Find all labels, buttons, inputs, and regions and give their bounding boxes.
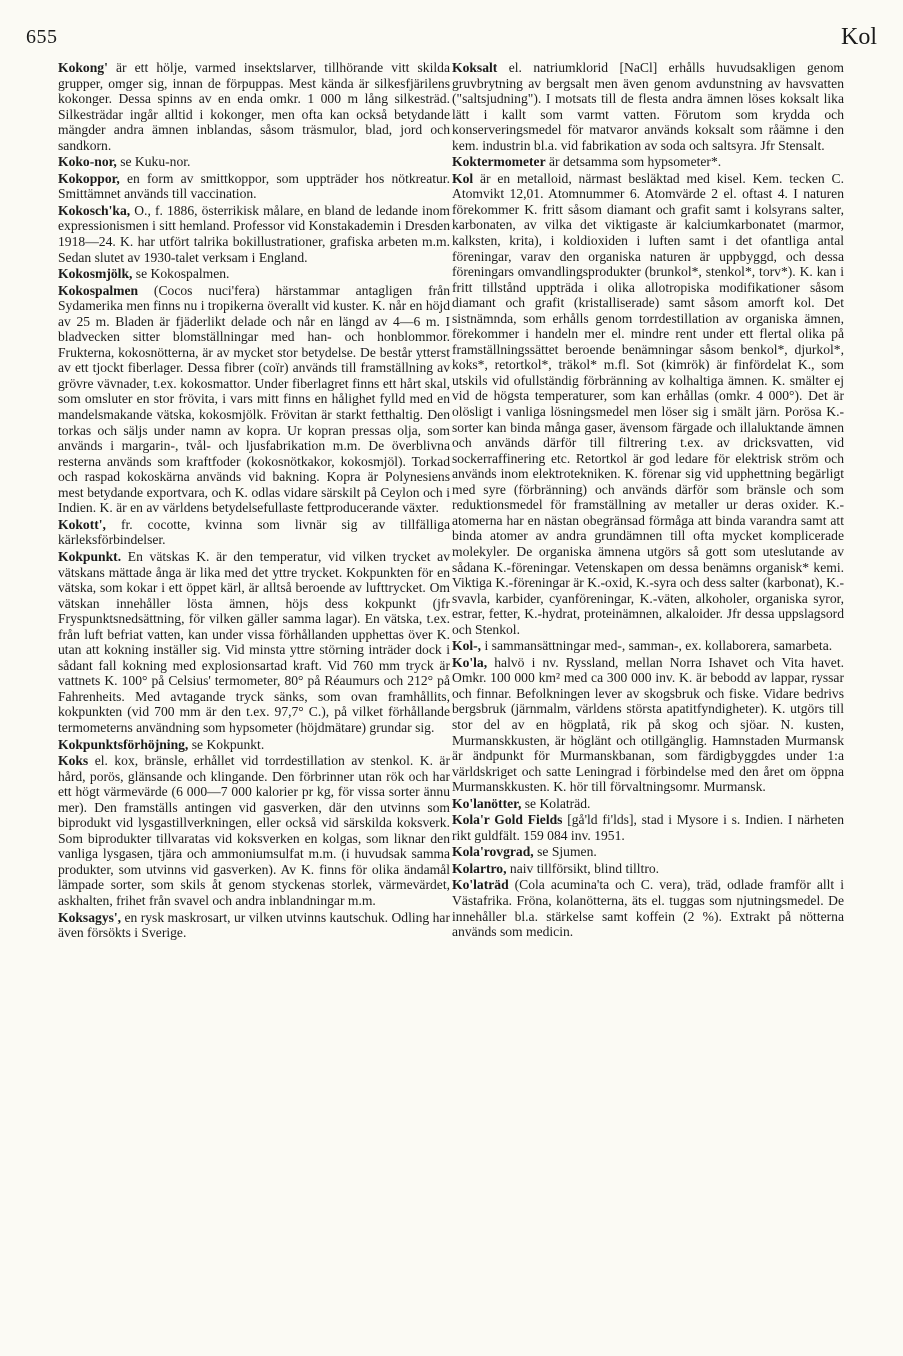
entry-kolar-gold-fields (452, 812, 844, 843)
entry-text: se Kokpunkt. (188, 736, 265, 752)
entry-text: är ett hölje, varmed insektslarver, tillhörande vitt skilda grupper, omger sig, innan de förpuppas. Mest kända är silkesfjärilens kokonger. Dessa spinns av en enda omkr. 1 000 m lång silkesträd. Silkesträdar ingår alltid i kokonger, men ofta kan också betydande mängder andra ämnen inblandas, såsom träsmulor, blad, jord och sandkorn. (58, 60, 450, 153)
headword: Ko'la, (452, 654, 488, 670)
entry-kola (452, 655, 844, 795)
headword: Kola'r Gold Fields (452, 812, 563, 828)
entry-kol-prefix (452, 638, 844, 654)
headword: Kokpunkt. (58, 548, 122, 564)
headword: Kokosch'ka, (58, 202, 131, 218)
headword: Koko-nor, (58, 154, 117, 170)
headword: Kol (452, 170, 474, 186)
entry-text: O., f. 1886, österrikisk målare, en bland de ledande inom expressionismen i sitt hemland. Professor vid Konstakademin i Dresden 1918—24. K. har utfört talrika bokillustrationer, grafiska arbeten m.m. Sedan slutet av 1930-talet verksam i England. (58, 202, 450, 265)
entry-kokott (58, 517, 450, 548)
headword: Koks (58, 753, 89, 769)
entry-text: i sammansättningar med-, samman-, ex. kollaborera, samarbeta. (481, 638, 833, 654)
right-column (452, 60, 844, 940)
entry-text: en form av smittkoppor, som uppträder hos nötkreatur. Smittämnet används till vaccination. (58, 170, 450, 202)
headword: Ko'lanötter, (452, 795, 522, 811)
entry-text: se Kuku-nor. (116, 154, 191, 170)
entry-kolanotter (452, 796, 844, 812)
left-column (58, 60, 450, 941)
entry-kokospalmen (58, 283, 450, 516)
entry-kolartro (452, 861, 844, 877)
entry-kokpunkt (58, 549, 450, 736)
entry-text: (Cola acumina'ta och C. vera), träd, odlade framför allt i Västafrika. Fröna, kolanötterna, äts el. tuggas som njutningsmedel. De innehåller bl.a. stärkelse samt koffein (2 %). Extrakt på nötterna används som medicin. (452, 877, 844, 940)
entry-koks (58, 753, 450, 908)
running-head: Kol (841, 24, 877, 50)
entry-text: är en metalloid, närmast besläktad med kisel. Kem. tecken C. Atomvikt 12,01. Atomnummer 6. Atomvärde 2 el. oftast 4. I naturen förekommer K. fritt såsom diamant och grafit samt i kolsyrans salter, karbonaten, av vilka det viktigaste är kalciumkarbonatet (marmor, kalksten, krita), i koldioxiden i luften samt i det ofantliga antal föreningar, varav den organiska naturen är uppbyggd, och dessa föreningars omvandlingsprodukter (brunkol*, stenkol*, torv*). K. kan i fritt tillstånd uppträda i olika allotropiska modifikationer såsom diamant och grafit (kristalliserade) samt såsom amorft kol. Det sistnämnda, som erhålls genom torrdestillation av organiska ämnen, förekommer i handeln mer el. mindre rent under ett flertal olika på framställningssättet beroende benämningar såsom benkol*, djurkol*, koks*, retortkol*, träkol* m.fl. Sot (kimrök) är finfördelat K., som utskils vid ofullständig förbränning av kolhaltiga ämnen. K. smälter ej vid de högsta temperaturer, som kan erhållas (omkr. 4 000°). Det är olösligt i vanliga lösningsmedel men löser sig i smält järn. Porösa K.-sorter kan binda många gaser, ävensom färgade och illaluktande ämnen och används därför till filtrering t.ex. av dricksvatten, vid sockerraffinering etc. Retortkol är god ledare för elektrisk ström och används inom elektrotekniken. K. förenar sig vid upphettning begärligt med syre (förbränning) och används därför som bränsle och som reduktionsmedel för framställning av metaller ur deras oxider. K.-atomerna har en nästan obegränsad förmåga att binda varandra samt att binda atomer av andra grundämnen till ofta mycket komplicerade molekyler. De organiska ämnena utgörs så gott som uteslutande av sådana K.-föreningar. Vetenskapen om dessa benämns organisk* kemi. Viktiga K.-föreningar är K.-oxid, K.-syra och dess salter (karbonat), K.-svavla, karbider, cyanföreningar, K.-väten, alkoholer, organiska syror, estrar, fetter, K.-hydrat, proteinämnen, alkaloider. Jfr dessa uppslagsord och Stenkol. (452, 170, 844, 637)
entry-text: el. kox, bränsle, erhållet vid torrdestillation av stenkol. K. är hård, porös, glänsande och klingande. Den förbrinner utan rök och har ett högt värmevärde (6 000—7 000 kalorier pr kg, för vissa sorter ännu mer). Den framställs antingen vid gasverken, där den utvinns som biprodukt vid lysgastillverkningen, eller också vid särskilda koksverk. Som biprodukter tillvaratas vid koksverken en kolgas, som liknar den vanliga lysgasen, tjära och ammoniumsulfat m.m. (i huvudsak samma produkter, som utvinns vid gasverken). Av K. finns för olika ändamål lämpade sorter, som skils åt genom styckenas storlek, värmevärdet, askhalten, frihet från svavel och andra inblandningar m.m. (58, 753, 450, 908)
headword: Kol-, (452, 638, 482, 654)
entry-kokoppor (58, 171, 450, 202)
headword: Koksalt (452, 60, 498, 75)
entry-kokosmjolk (58, 266, 450, 282)
entry-kol (452, 171, 844, 637)
headword: Kokosmjölk, (58, 266, 133, 282)
entry-text: se Sjumen. (533, 844, 597, 860)
entry-koksalt (452, 60, 844, 153)
headword: Kolartro, (452, 860, 507, 876)
entry-text: En vätskas K. är den temperatur, vid vilken trycket av vätskans mättade ånga är lika med det yttre trycket. Kokpunkten för en vätska, som kokar i ett öppet kärl, är alltså beroende av lufttrycket. Om vätskan innehåller lösta ämnen, höjs dess kokpunkt (jfr Fryspunktsnedsättning, för vilken gäller samma lagar). En vätska, t.ex. från luft befriat vatten, kan under vissa förhållanden upphettas över K. utan att kokning inställer sig. Vid minsta yttre störning inträder dock i sådant fall kokning med explosionsartad kraft. Vid 760 mm tryck är vattnets K. 100° på Celsius' termometer, 80° på Réaumurs och 212° på Fahrenheits. Med avtagande tryck sänks, som ovan framhållits, kokpunkten (vid 700 mm är den t.ex. 97,7° C.), på vilket förhållande termometerns användning som hypsometer (höjdmätare) grundar sig. (58, 548, 450, 735)
headword: Kokong' (58, 60, 108, 75)
entry-kokong (58, 60, 450, 153)
entry-text: är detsamma som hypsometer*. (545, 154, 722, 170)
entry-text: halvö i nv. Ryssland, mellan Norra Ishavet och Vita havet. Omkr. 100 000 km² med ca 300 000 inv. K. är bebodd av lappar, ryssar och finnar. Befolkningen lever av skogsbruk och fiske. Vidare bedrivs bergsbruk (järnmalm, världens största apatitfyndigheter). K. utgörs till stor del av en högplatå, rik på skog och sjöar. N. kusten, Murmanskkusten, är höglänt och otillgänglig. Hamnstaden Murmansk är ändpunkt för Murmanskbanan, som färdigbyggdes under 1:a världskriget och satte Leningrad i förbindelse med den året om öppna Murmanskkusten. K. hör till förvaltningsomr. Murmansk. (452, 654, 844, 795)
entry-text: fr. cocotte, kvinna som livnär sig av tillfälliga kärleksförbindelser. (58, 516, 450, 548)
headword: Koktermometer (452, 154, 546, 170)
entry-koko-nor (58, 154, 450, 170)
entry-kokpunktsforhojning (58, 737, 450, 753)
entry-kokoschka (58, 203, 450, 265)
entry-text: [gå'ld fi'lds], stad i Mysore i s. Indien. I närheten rikt guldfält. 159 084 inv. 1951. (452, 812, 844, 843)
headword: Kokpunktsförhöjning, (58, 736, 189, 752)
headword: Koksagys', (58, 909, 122, 925)
entry-kolatrad (452, 877, 844, 939)
page-number: 655 (26, 26, 58, 48)
entry-text: (Cocos nuci'fera) härstammar antagligen från Sydamerika men finns nu i tropikerna överallt vid kuster. K. når en höjd av 25 m. Bladen är fjäderlikt delade och når en längd av 4—6 m. I bladvecken sitter blomställningar med han- och honblommor. Frukterna, kokosnötterna, är av mycket stor betydelse. De består ytterst av ett tjockt fiberlager. Dessa fibrer (coïr) används till framställning av grövre vävnader, t.ex. kokosmattor. Under fiberlagret finns ett hårt skal, som omsluter en stor frövita, i vars mitt finns en hålighet fylld med en mandelsmakande vätska, kokosmjölk. Frövitan är starkt fetthaltig. Den torkas och säljs under namn av kopra. Ur kopran pressas olja, som används i margarin-, tvål- och ljusfabrikation m.m. De överblivna resterna används som kraftfoder (kokosnötkakor, kokosmjöl). Torkad och raspad kokoskärna används vid bakning. Kopra är Polynesiens mest betydande exportvara, och K. odlas vidare särskilt på Ceylon och i Indien. K. är en av världens betydelsefullaste fettproducerande växter. (58, 282, 450, 516)
headword: Kokott', (58, 516, 106, 532)
entry-kolarovgrad (452, 844, 844, 860)
headword: Kokospalmen (58, 282, 139, 298)
headword: Kola'rovgrad, (452, 844, 534, 860)
headword: Kokoppor, (58, 170, 120, 186)
entry-text: en rysk maskrosart, ur vilken utvinns kautschuk. Odling har även försökts i Sverige. (58, 909, 450, 941)
entry-koksagys (58, 910, 450, 941)
headword: Ko'laträd (452, 877, 509, 893)
entry-text: se Kolaträd. (521, 795, 591, 811)
entry-koktermometer (452, 154, 844, 170)
entry-text: naiv tillförsikt, blind tilltro. (506, 860, 660, 876)
entry-text: el. natriumklorid [NaCl] erhålls huvudsakligen genom gruvbrytning av bergsalt men även genom avdunstning av havsvatten ("saltsjudning"). I motsats till de flesta andra ämnen löses koksalt lika lätt i kallt som varmt vatten. Förutom som krydda och konserveringsmedel för matvaror används koksalt som råämne i den kem. industrin bl.a. vid fabrikation av soda och saltsyra. Jfr Stensalt. (452, 60, 844, 153)
entry-text: se Kokospalmen. (132, 266, 230, 282)
